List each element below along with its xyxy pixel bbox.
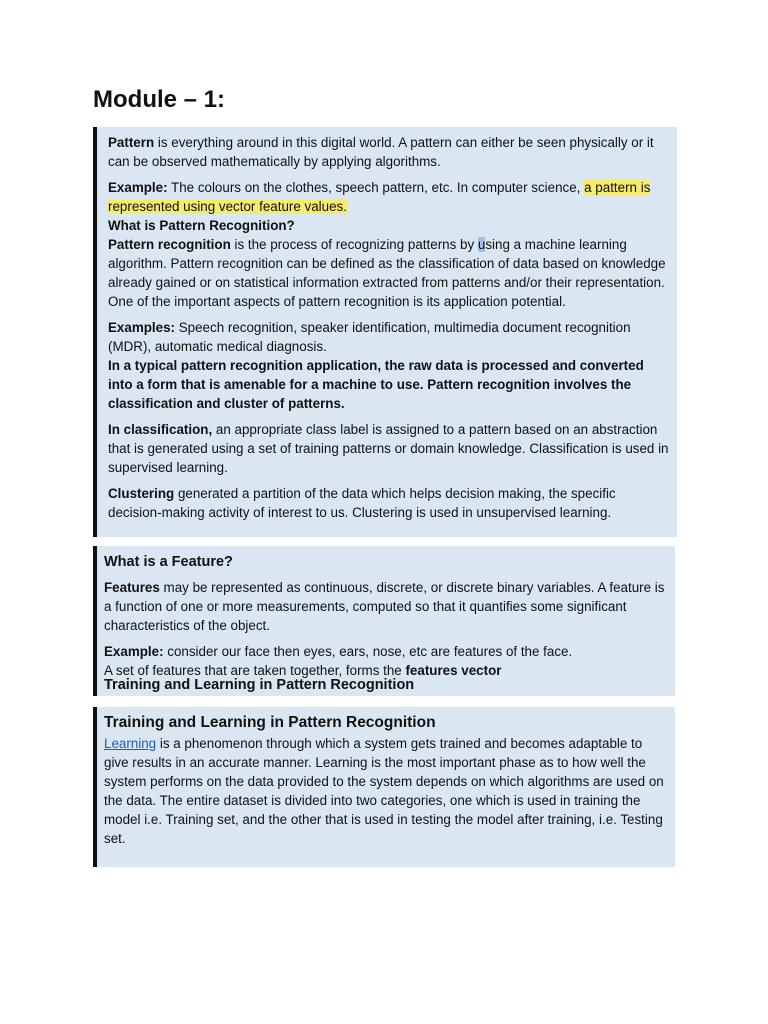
example-paragraph — [108, 178, 669, 216]
clustering-paragraph — [108, 484, 669, 522]
term-pattern: Pattern — [108, 135, 155, 150]
learning-link[interactable]: Learning — [104, 736, 157, 751]
page-title: Module – 1: — [93, 86, 226, 113]
learning-text: is a phenomenon through which a system gets trained and becomes adaptable to give results in an accurate manner. Learning is the most important phase as to how well the system performs on the data provided to the system depends on which algorithms are used on the data. The entire dataset is divided into two categories, one which is used in training the model i.e. Training set, and the other that is used in testing the model after training, i.e. Testing set. — [104, 736, 664, 846]
pattern-paragraph — [108, 133, 669, 171]
pattern-recognition-text-a: is the process of recognizing patterns by — [230, 237, 478, 252]
feature-vector-text: A set of features that are taken together, forms the — [104, 663, 406, 678]
term-pattern-recognition: Pattern recognition — [108, 237, 231, 252]
example-text: The colours on the clothes, speech pattern, etc. In computer science, — [167, 180, 585, 195]
term-feature-example: Example: — [104, 644, 164, 659]
training-heading: Training and Learning in Pattern Recognition — [104, 714, 436, 731]
text-cursor-selection: u — [477, 237, 486, 252]
highlighted-text: a pattern is represented using vector feature values. — [108, 180, 651, 214]
pattern-recognition-heading: What is Pattern Recognition? — [108, 218, 295, 233]
feature-block — [93, 546, 675, 696]
pattern-text: is everything around in this digital world. A pattern can either be seen physically or it can be observed mathematically by applying algorithms. — [108, 135, 654, 169]
clipped-heading — [104, 677, 667, 694]
examples-text: Speech recognition, speaker identification, multimedia document recognition (MDR), automatic medical diagnosis. — [108, 320, 631, 354]
pattern-recognition-text-b: sing a machine learning algorithm. Pattern recognition can be defined as the classification of data based on knowledge already gained or on statistical information extracted from patterns and/or their representation. One of the important aspects of pattern recognition is its application potential. — [108, 237, 666, 309]
features-text: may be represented as continuous, discrete, or discrete binary variables. A feature is a function of one or more measurements, computed so that it quantifies some significant characteristics of the object. — [104, 580, 665, 633]
term-features: Features — [104, 580, 160, 595]
classification-paragraph — [108, 420, 669, 477]
feature-example-text: consider our face then eyes, ears, nose, etc are features of the face. — [163, 644, 573, 659]
classification-text: an appropriate class label is assigned to a pattern based on an abstraction that is generated using a set of training patterns or domain knowledge. Classification is used in supervised learning. — [108, 422, 669, 475]
term-clustering: Clustering — [108, 486, 175, 501]
examples-paragraph — [108, 318, 669, 413]
typical-application-text: In a typical pattern recognition application, the raw data is processed and converted into a form that is amenable for a machine to use. Pattern recognition involves the classification and cluster of patterns. — [108, 358, 644, 411]
term-classification: In classification, — [108, 422, 213, 437]
training-learning-block — [93, 707, 675, 867]
features-paragraph — [104, 578, 667, 635]
learning-paragraph — [104, 734, 667, 848]
term-features-vector: features vector — [405, 663, 502, 678]
clustering-text: generated a partition of the data which helps decision making, the specific decision-making activity of interest to us. Clustering is used in unsupervised learning. — [108, 486, 616, 520]
feature-heading: What is a Feature? — [104, 554, 233, 570]
clipped-heading-text: Training and Learning in Pattern Recognition — [104, 677, 415, 693]
feature-example-paragraph — [104, 642, 667, 680]
term-example: Example: — [108, 180, 168, 195]
pattern-definition-block — [93, 127, 677, 537]
term-examples: Examples: — [108, 320, 175, 335]
pattern-recognition-paragraph — [108, 216, 669, 311]
